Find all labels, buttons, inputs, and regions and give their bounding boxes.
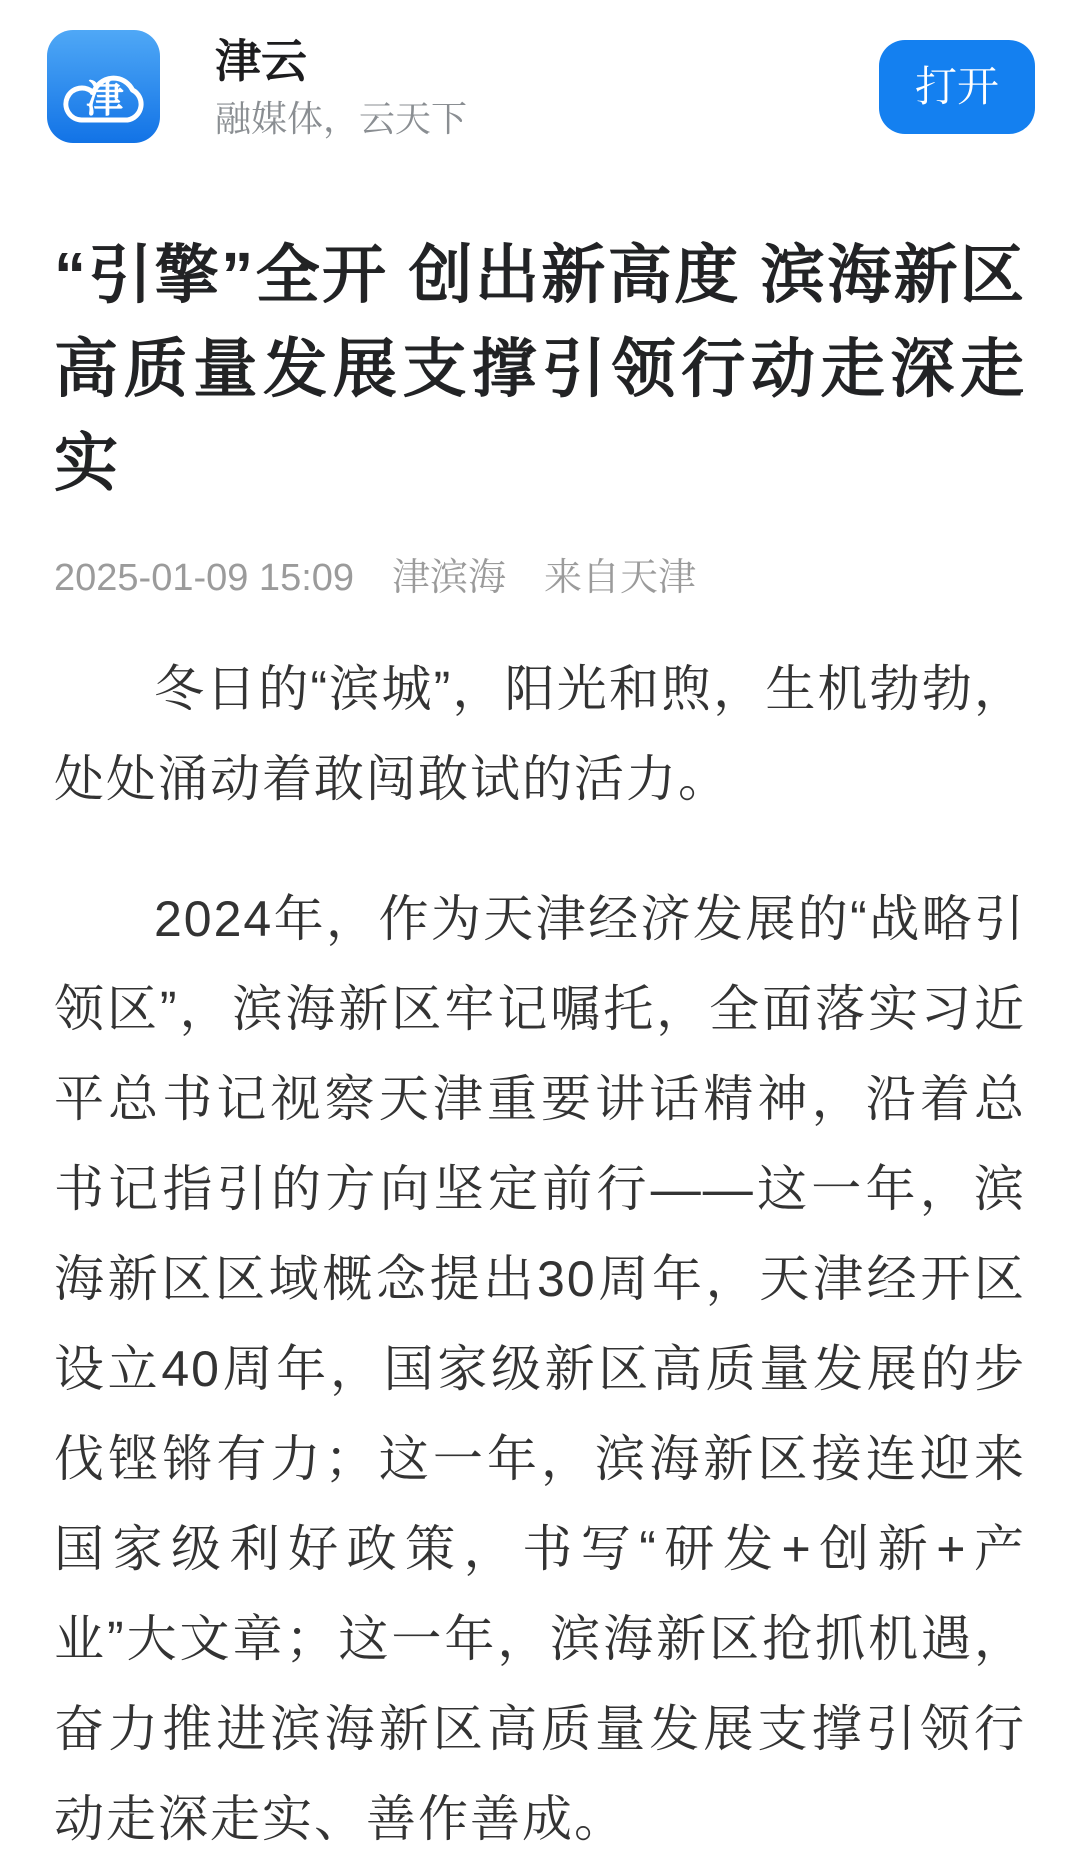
meta-datetime: 2025-01-09 15:09 [54,557,355,599]
svg-text:津: 津 [85,79,124,121]
article-paragraph: 2024年，作为天津经济发展的“战略引领区”，滨海新区牢记嘱托，全面落实习近平总书记视察天津重要讲话精神，沿着总书记指引的方向坚定前行——这一年，滨海新区区域概念提出30周年，天津经开区设立40周年，国家级新区高质量发展的步伐铿锵有力；这一年，滨海新区接连迎来国家级利好政策，书写“研发+创新+产业”大文章；这一年，滨海新区抢抓机遇，奋力推进滨海新区高质量发展支撑引领行动走深走实、善作善成。 [54,891,1026,1847]
meta-source: 津滨海 [392,557,507,599]
open-app-button[interactable]: 打开 [879,40,1035,134]
cloud-icon [47,30,160,143]
article-content [54,228,1026,1864]
app-tagline: 融媒体，云天下 [215,97,468,139]
meta-origin: 来自天津 [544,557,697,599]
app-banner [47,0,1035,143]
app-icon[interactable] [47,30,160,143]
article-title: “引擎”全开 创出新高度 滨海新区高质量发展支撑引领行动走深走实 [54,239,1026,499]
article-body [54,644,1026,1864]
article-paragraph: 冬日的“滨城”，阳光和煦，生机勃勃，处处涌动着敢闯敢试的活力。 [54,661,1026,807]
app-info [215,33,879,141]
article-meta [54,556,1026,600]
app-name: 津云 [215,34,307,87]
